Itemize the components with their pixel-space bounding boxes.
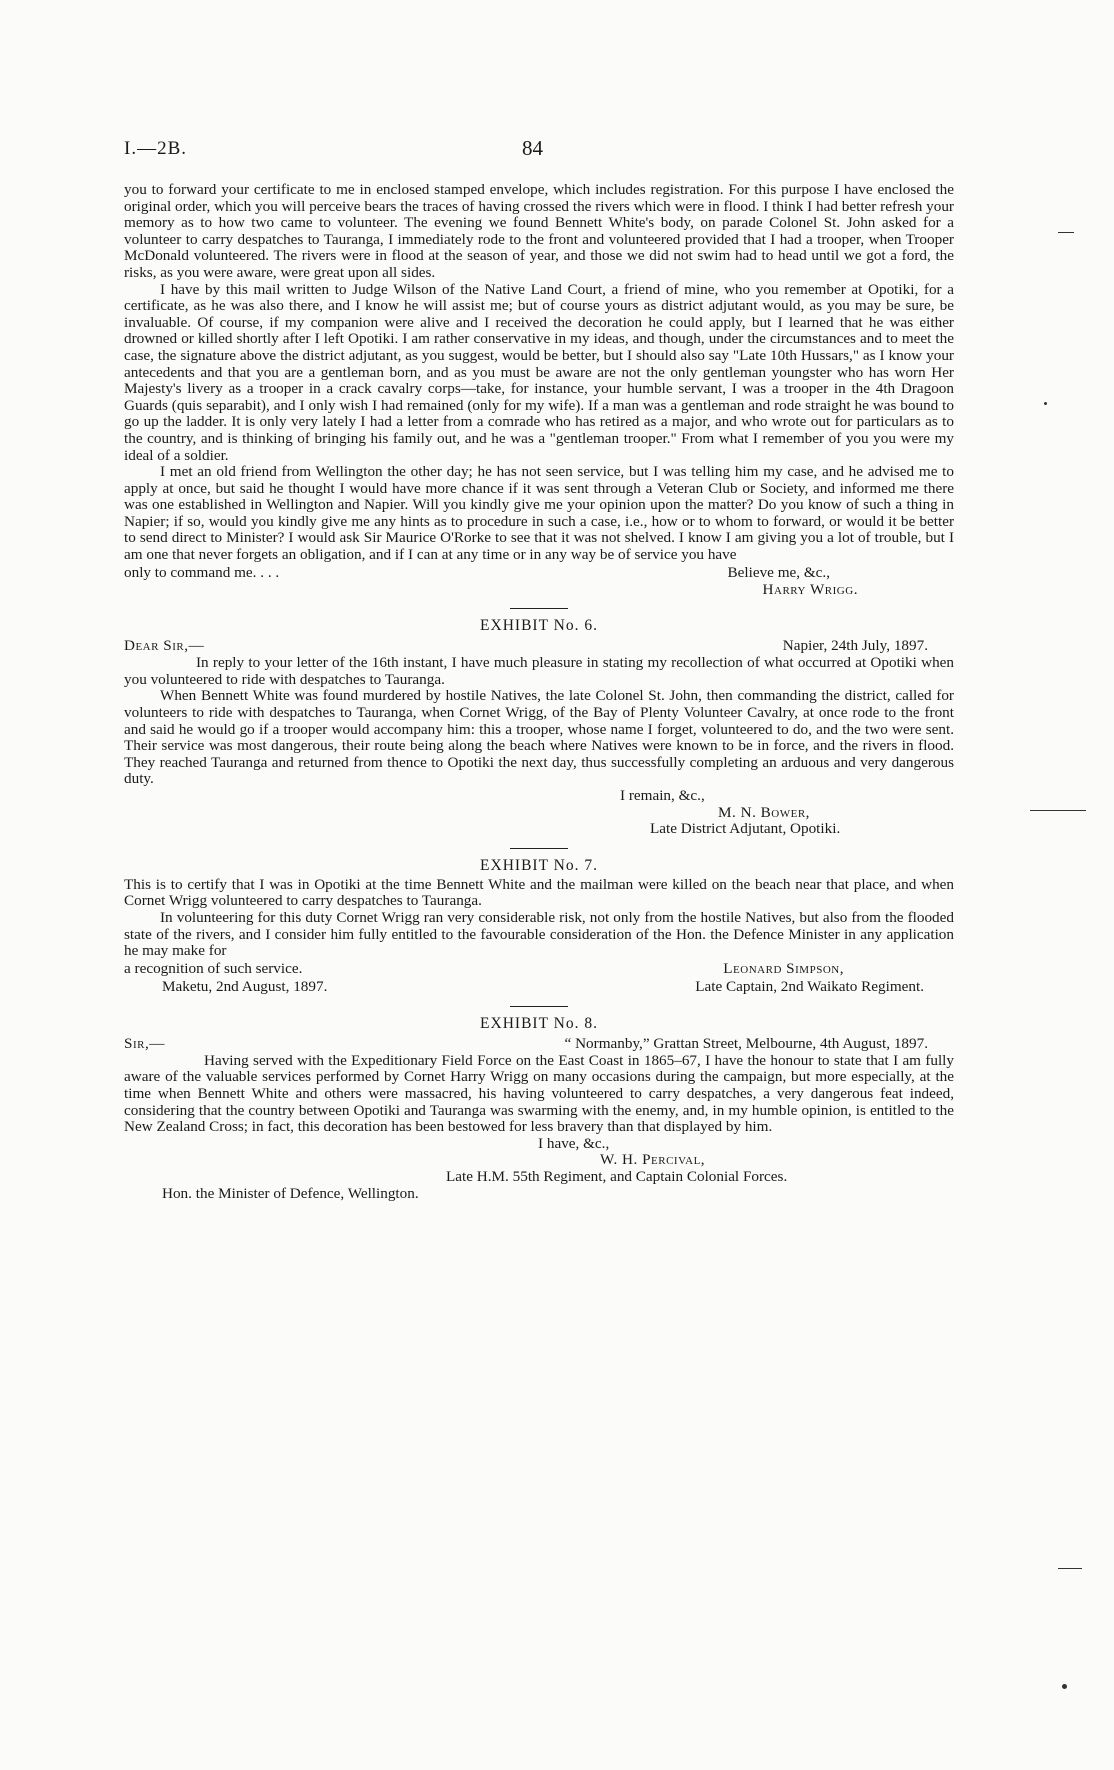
exhibit-6-signature-title: Late District Adjutant, Opotiki. [650,820,841,838]
scan-mark [1058,1568,1082,1569]
exhibit-7-place-date: Maketu, 2nd August, 1897. [162,977,328,995]
scan-mark [1030,810,1086,811]
exhibit-7-last-line: a recognition of such service. [124,959,303,977]
exhibit-6-title: EXHIBIT No. 6. [480,617,598,635]
section-divider [510,848,568,849]
exhibit-7-title: EXHIBIT No. 7. [480,856,598,874]
section-divider [510,608,568,609]
scan-mark [1058,232,1074,233]
scan-mark [1062,1684,1067,1689]
exhibit-8-salutation-row [124,1035,954,1053]
page-header [124,138,954,182]
exhibit-7 [124,857,954,996]
exhibit-8-title: EXHIBIT No. 8. [480,1014,598,1032]
letter-paragraph-2: I have by this mail written to Judge Wilson of the Native Land Court, a friend of mine, who you remember at Opotiki, for a certificate, as he was also there, and I know he will assist me; but of course yours as district adjutant would, as you may be sure, be invaluable. Of course, if my companion were alive and I received the decoration he could apply, but I learned that he was either drowned or killed shortly after I left Opotiki. I am rather conservative in my ideas, and though, under the circumstances and to meet the case, the signature above the district adjutant, as you suggest, would be better, but I should also say "Late 10th Hussars," as I know your antecedents and that you are a gentleman born, and as you must be aware are not the only gentleman youngster who has worn Her Majesty's livery as a trooper in a crack cavalry corps—take, for instance, your humble servant, I was a trooper in the 4th Dragoon Guards (quis separabit), and I only wish I had remained (only for my wife). If a man was a gentleman and rode straight he was bound to go up the ladder. It is only very lately I had a letter from a comrade who has retired as a major, and who wrote out for particulars as to the country, and is thinking of bringing his family out, and he was a "gentleman trooper." From what I remember of you you were my ideal of a soldier. [124,280,954,464]
section-divider [510,1006,568,1007]
exhibit-7-footer-row [124,978,954,996]
exhibit-7-signature-row [124,960,954,978]
exhibit-6-signature: M. N. Bower, [718,803,810,821]
exhibit-8-closing: I have, &c., [538,1134,610,1152]
exhibit-6-place-date: Napier, 24th July, 1897. [782,637,928,655]
paper-reference: I.—2B. [124,138,187,159]
exhibit-8 [124,1015,954,1202]
exhibit-6-paragraph-1: In reply to your letter of the 16th instant, I have much pleasure in stating my recollection of what occurred at Opotiki when you volunteered to ride with despatches to Tauranga. [124,654,954,688]
exhibit-8-paragraph-1: Having served with the Expeditionary Field Force on the East Coast in 1865–67, I have the honour to state that I am fully aware of the valuable services performed by Cornet Harry Wrigg on many occasions during the campaign, but more especially, at the time when Bennett White and others were massacred, his having volunteered to carry despatches, a very dangerous feat indeed, considering that the country between Opotiki and Tauranga was swarming with the enemy, and, in my humble opinion, is entitled to the New Zealand Cross; in fact, this decoration has been bestowed for less bravery than that displayed by him. [124,1051,954,1136]
exhibit-6-salutation-row [124,637,954,655]
letter-paragraph-3: I met an old friend from Wellington the other day; he has not seen service, but I was telling him my case, and he advised me to apply at once, but said he thought I would have more chance if it was sent through a Veteran Club or Society, and informed me there was one established in Wellington and Napier. Will you kindly give me your opinion upon the matter? Do you know of such a thing in Napier; if so, would you kindly give me any hints as to procedure in such a case, i.e., how or to whom to forward, or would it be better to send direct to Minister? I would ask Sir Maurice O'Rorke to see that it was not shelved. I know I am giving you a lot of trouble, but I am one that never forgets an obligation, and if I can at any time or in any way be of service you have [124,463,954,564]
page-number: 84 [522,136,543,160]
letter-paragraph-1: you to forward your certificate to me in enclosed stamped envelope, which includes registration. For this purpose I have enclosed the original order, which you will perceive bears the traces of having crossed the rivers which were in flood. I think I had better refresh your memory as to how two came to volunteer. The evening we found Bennett White's body, on parade Colonel St. John asked for a volunteer to carry despatches to Tauranga, I immediately rode to the front and volunteered provided that I had a trooper, when Trooper McDonald volunteered. The rivers were in flood at the season of year, and those we did not swim had to head until we got a ford, the risks, as you were aware, were great upon all sides. [124,181,954,281]
exhibit-6-salutation: Dear Sir,— [124,637,205,655]
exhibit-7-paragraph-2: In volunteering for this duty Cornet Wrigg ran very considerable risk, not only from the hostile Natives, but also from the flooded state of the rivers, and I consider him fully entitled to the favourable consideration of the Hon. the Defence Minister in any application he may make for [124,908,954,960]
exhibit-6-paragraph-2: When Bennett White was found murdered by hostile Natives, the late Colonel St. John, then commanding the district, called for volunteers to ride with despatches to Tauranga, when Cornet Wrigg, of the Bay of Plenty Volunteer Cavalry, at once rode to the front and said he would go if a trooper would accompany him: this a trooper, whose name I forget, volunteered to do, and the two were sent. Their service was most dangerous, their route being along the beach where Natives were known to be in force, and the rivers in flood. They reached Tauranga and returned from thence to Opotiki the next day, thus successfully completing an arduous and very dangerous duty. [124,687,954,788]
exhibit-8-place-date: “ Normanby,” Grattan Street, Melbourne, 4th August, 1897. [564,1034,928,1052]
exhibit-8-signature-title: Late H.M. 55th Regiment, and Captain Colonial Forces. [446,1167,788,1185]
exhibit-7-signature-title: Late Captain, 2nd Waikato Regiment. [695,977,924,995]
scan-mark [1044,402,1047,405]
exhibit-7-paragraph-1: This is to certify that I was in Opotiki at the time Bennett White and the mailman were killed on the beach near that place, and when Cornet Wrigg volunteered to carry despatches to Tauranga. [124,875,954,910]
letter-continued [124,182,954,598]
letter-last-line: only to command me. . . . [124,563,280,581]
letter-closing: Believe me, &c., [727,563,830,581]
exhibit-8-addressee: Hon. the Minister of Defence, Wellington. [162,1184,419,1202]
exhibit-8-signature: W. H. Percival, [600,1151,706,1169]
letter-signature: Harry Wrigg. [762,580,858,598]
exhibit-8-salutation: Sir,— [124,1034,165,1052]
exhibit-6-closing: I remain, &c., [620,787,705,804]
letter-closing-row [124,564,954,582]
document-page [124,138,954,1202]
exhibit-6 [124,617,954,838]
exhibit-7-signature: Leonard Simpson, [723,959,844,977]
